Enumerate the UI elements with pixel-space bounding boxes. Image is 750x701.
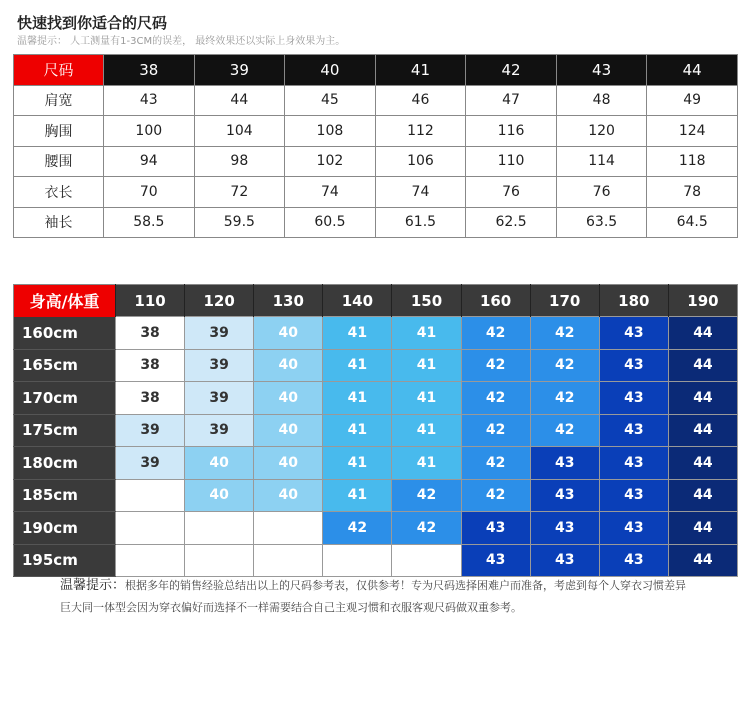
size-row-label: 肩宽: [14, 85, 104, 116]
size-header-44: 44: [647, 55, 738, 86]
hw-row: [14, 414, 738, 447]
size-recommendation-cell: 39: [116, 414, 185, 447]
size-recommendation-cell: 43: [599, 317, 668, 350]
size-recommendation-cell: 41: [392, 447, 461, 480]
size-recommendation-cell: [392, 544, 461, 577]
size-recommendation-cell: 41: [323, 414, 392, 447]
size-cell: 76: [466, 177, 557, 208]
size-recommendation-cell: 39: [185, 382, 254, 415]
size-recommendation-cell: 41: [323, 447, 392, 480]
size-cell: 94: [104, 146, 195, 177]
size-recommendation-cell: 42: [530, 382, 599, 415]
size-cell: 62.5: [466, 207, 557, 238]
size-recommendation-cell: 43: [530, 479, 599, 512]
size-recommendation-cell: 40: [254, 382, 323, 415]
hw-row: [14, 382, 738, 415]
size-recommendation-cell: 43: [599, 544, 668, 577]
height-weight-table: [13, 284, 738, 577]
size-recommendation-cell: 39: [185, 317, 254, 350]
size-cell: 59.5: [194, 207, 285, 238]
size-row: [14, 207, 738, 238]
size-recommendation-cell: 42: [392, 512, 461, 545]
size-recommendation-cell: 43: [530, 512, 599, 545]
size-cell: 112: [375, 116, 466, 147]
size-recommendation-cell: 39: [116, 447, 185, 480]
size-header-42: 42: [466, 55, 557, 86]
hw-row: [14, 479, 738, 512]
size-recommendation-cell: 40: [254, 349, 323, 382]
size-recommendation-cell: 39: [185, 414, 254, 447]
size-recommendation-cell: [185, 512, 254, 545]
weight-header-140: 140: [323, 285, 392, 317]
size-cell: 120: [556, 116, 647, 147]
size-recommendation-cell: 44: [668, 447, 737, 480]
size-cell: 72: [194, 177, 285, 208]
size-header-41: 41: [375, 55, 466, 86]
size-recommendation-cell: [116, 512, 185, 545]
size-header-43: 43: [556, 55, 647, 86]
size-cell: 78: [647, 177, 738, 208]
size-recommendation-cell: 43: [599, 349, 668, 382]
size-recommendation-cell: 38: [116, 349, 185, 382]
size-recommendation-cell: 40: [254, 317, 323, 350]
size-recommendation-cell: 43: [530, 447, 599, 480]
height-label: 190cm: [14, 512, 116, 545]
size-cell: 43: [104, 85, 195, 116]
size-cell: 110: [466, 146, 557, 177]
size-recommendation-cell: 43: [599, 414, 668, 447]
size-recommendation-cell: 40: [254, 479, 323, 512]
size-cell: 63.5: [556, 207, 647, 238]
page-title: 快速找到你适合的尺码: [17, 14, 168, 32]
size-recommendation-cell: 42: [461, 349, 530, 382]
size-cell: 44: [194, 85, 285, 116]
size-cell: 70: [104, 177, 195, 208]
size-row: [14, 146, 738, 177]
size-recommendation-cell: 40: [185, 479, 254, 512]
size-cell: 100: [104, 116, 195, 147]
size-recommendation-cell: 42: [461, 447, 530, 480]
hw-row: [14, 512, 738, 545]
size-recommendation-cell: 38: [116, 317, 185, 350]
size-recommendation-cell: [116, 544, 185, 577]
size-recommendation-cell: 43: [599, 512, 668, 545]
hw-header-label: 身高/体重: [14, 285, 116, 317]
size-recommendation-cell: 43: [461, 544, 530, 577]
size-recommendation-cell: 40: [185, 447, 254, 480]
size-row: [14, 177, 738, 208]
size-cell: 124: [647, 116, 738, 147]
weight-header-120: 120: [185, 285, 254, 317]
size-recommendation-cell: [254, 512, 323, 545]
size-recommendation-cell: 42: [461, 414, 530, 447]
height-label: 180cm: [14, 447, 116, 480]
size-cell: 45: [285, 85, 376, 116]
size-recommendation-cell: 42: [530, 349, 599, 382]
height-label: 165cm: [14, 349, 116, 382]
size-cell: 61.5: [375, 207, 466, 238]
hw-row: [14, 317, 738, 350]
weight-header-180: 180: [599, 285, 668, 317]
size-cell: 76: [556, 177, 647, 208]
size-recommendation-cell: 42: [530, 317, 599, 350]
size-recommendation-cell: 44: [668, 382, 737, 415]
weight-header-150: 150: [392, 285, 461, 317]
size-recommendation-cell: 41: [323, 479, 392, 512]
weight-header-130: 130: [254, 285, 323, 317]
size-recommendation-cell: 44: [668, 317, 737, 350]
size-cell: 47: [466, 85, 557, 116]
size-recommendation-cell: 43: [461, 512, 530, 545]
size-header-label: 尺码: [14, 55, 104, 86]
size-cell: 60.5: [285, 207, 376, 238]
size-cell: 118: [647, 146, 738, 177]
size-row-label: 袖长: [14, 207, 104, 238]
size-recommendation-cell: 42: [392, 479, 461, 512]
size-recommendation-cell: 39: [185, 349, 254, 382]
size-cell: 102: [285, 146, 376, 177]
size-recommendation-cell: 40: [254, 414, 323, 447]
size-cell: 114: [556, 146, 647, 177]
size-row: [14, 85, 738, 116]
size-recommendation-cell: 44: [668, 349, 737, 382]
size-recommendation-cell: 42: [323, 512, 392, 545]
size-recommendation-cell: [254, 544, 323, 577]
note-line-2: 巨大同一体型会因为穿衣偏好而选择不一样需要结合自己主观习惯和衣服客观尺码做双重参考。: [60, 601, 522, 614]
size-cell: 58.5: [104, 207, 195, 238]
size-header-38: 38: [104, 55, 195, 86]
height-label: 175cm: [14, 414, 116, 447]
size-row-label: 衣长: [14, 177, 104, 208]
size-recommendation-cell: 43: [530, 544, 599, 577]
size-row-label: 腰围: [14, 146, 104, 177]
size-recommendation-cell: 42: [461, 382, 530, 415]
size-recommendation-cell: 41: [392, 349, 461, 382]
hw-row: [14, 544, 738, 577]
size-row-label: 胸围: [14, 116, 104, 147]
size-recommendation-cell: [185, 544, 254, 577]
size-chart-table: [13, 54, 738, 238]
size-cell: 106: [375, 146, 466, 177]
height-label: 170cm: [14, 382, 116, 415]
weight-header-170: 170: [530, 285, 599, 317]
note-line-1: 根据多年的销售经验总结出以上的尺码参考表，仅供参考！专为尺码选择困难户而准备，考虑到每个人穿衣习惯差异: [125, 579, 687, 592]
measurement-hint: 温馨提示： 人工测量有1-3CM的误差， 最终效果还以实际上身效果为主。: [17, 36, 346, 47]
height-label: 160cm: [14, 317, 116, 350]
size-cell: 46: [375, 85, 466, 116]
size-cell: 49: [647, 85, 738, 116]
size-recommendation-cell: 42: [461, 479, 530, 512]
size-recommendation-cell: [116, 479, 185, 512]
height-label: 185cm: [14, 479, 116, 512]
size-cell: 48: [556, 85, 647, 116]
size-recommendation-cell: 44: [668, 479, 737, 512]
weight-header-110: 110: [116, 285, 185, 317]
size-recommendation-cell: [323, 544, 392, 577]
size-header-row: [14, 55, 738, 86]
size-recommendation-cell: 38: [116, 382, 185, 415]
size-recommendation-cell: 43: [599, 447, 668, 480]
size-recommendation-cell: 41: [323, 349, 392, 382]
hw-row: [14, 349, 738, 382]
hw-row: [14, 447, 738, 480]
weight-header-160: 160: [461, 285, 530, 317]
bottom-note: [60, 575, 720, 619]
size-header-40: 40: [285, 55, 376, 86]
height-label: 195cm: [14, 544, 116, 577]
size-recommendation-cell: 42: [461, 317, 530, 350]
size-recommendation-cell: 41: [392, 317, 461, 350]
size-cell: 64.5: [647, 207, 738, 238]
size-recommendation-cell: 41: [392, 382, 461, 415]
size-recommendation-cell: 44: [668, 512, 737, 545]
size-cell: 74: [375, 177, 466, 208]
hw-header-row: [14, 285, 738, 317]
size-recommendation-cell: 41: [323, 382, 392, 415]
size-header-39: 39: [194, 55, 285, 86]
size-cell: 116: [466, 116, 557, 147]
size-recommendation-cell: 44: [668, 414, 737, 447]
note-label: 温馨提示：: [60, 578, 126, 593]
size-cell: 74: [285, 177, 376, 208]
size-recommendation-cell: 41: [323, 317, 392, 350]
size-recommendation-cell: 43: [599, 479, 668, 512]
size-cell: 108: [285, 116, 376, 147]
size-recommendation-cell: 42: [530, 414, 599, 447]
size-recommendation-cell: 41: [392, 414, 461, 447]
size-recommendation-cell: 44: [668, 544, 737, 577]
size-row: [14, 116, 738, 147]
weight-header-190: 190: [668, 285, 737, 317]
size-cell: 98: [194, 146, 285, 177]
size-recommendation-cell: 40: [254, 447, 323, 480]
size-cell: 104: [194, 116, 285, 147]
size-recommendation-cell: 43: [599, 382, 668, 415]
